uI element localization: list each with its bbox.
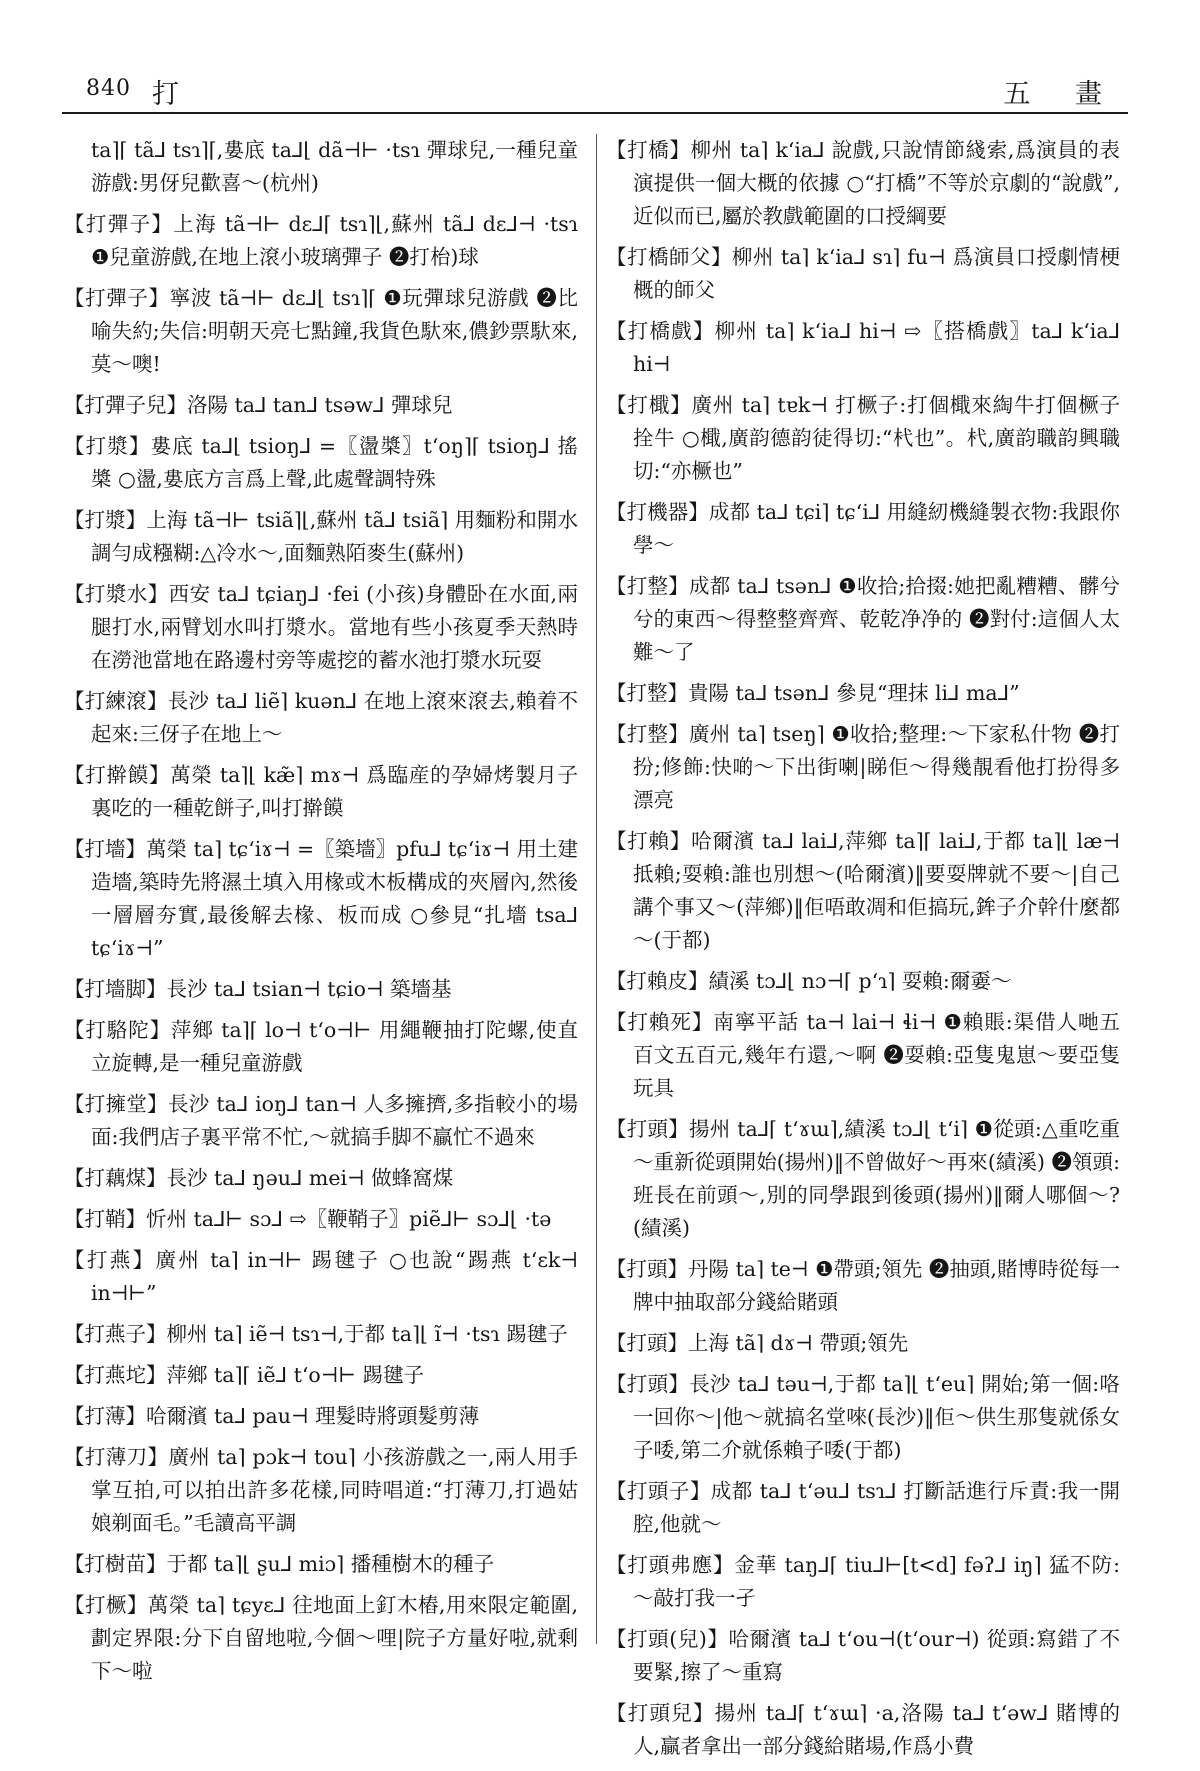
left-column bbox=[64, 134, 578, 1696]
dictionary-entry: 【打橋師父】柳州 ta⌉ k‘ia⅃ sɿ⌉ fu⊣ 爲演員口授劇情梗概的師父 bbox=[606, 245, 1120, 302]
dictionary-entry: 【打頭】上海 tã⌉ dɤ⊣ 帶頭;領先 bbox=[606, 1331, 909, 1355]
dictionary-entry: 【打鞘】忻州 ta⅃⊢ sɔ⅃ ⇨〖鞭鞘子〗piẽ⅃⊢ sɔ⅃⌊ ·tə bbox=[64, 1207, 552, 1231]
dictionary-entry: 【打賴皮】績溪 tɔ⅃⌊ nɔ⊣⌈ p‘ɿ⌉ 耍賴:爾嫑～ bbox=[606, 969, 1012, 993]
column-divider bbox=[596, 134, 597, 1644]
dictionary-entry: 【打墻脚】長沙 ta⅃ tsian⊣ tɕio⊣ 築墻基 bbox=[64, 977, 452, 1001]
dictionary-entry: 【打彈子】寧波 tã⊣⊢ dɛ⅃⌊ tsɿ⌉⌈ ❶玩彈球兒游戲 ❷比喻失約;失信:明朝天亮七點鐘,我貨色馱來,儂鈔票馱來,莫～噢! bbox=[64, 286, 578, 376]
dictionary-entry: 【打頭子】成都 ta⅃ t‘əu⅃ tsɿ⅃ 打斷話進行斥責:我一開腔,他就～ bbox=[606, 1479, 1120, 1536]
section-title: 五 畫 bbox=[1003, 79, 1120, 110]
dictionary-entry: 【打賴】哈爾濱 ta⅃ lai⅃,萍鄉 ta⌉⌈ lai⅃,于都 ta⌉⌊ læ⊣ 抵賴;耍賴:誰也別想～(哈爾濱)‖要耍牌就不要～|自己講个事又～(萍鄉)‖佢唔敢凋和佢搞玩,鉾子介幹什麼都～(于都) bbox=[606, 829, 1120, 952]
dictionary-entry: 【打墻】萬榮 ta⌉ tɕ‘iɤ⊣ =〖築墻〗pfu⅃ tɕ‘iɤ⊣ 用土建造墻,築時先將濕土填入用椽或木板構成的夾層內,然後一層層夯實,最後解去椽、板而成 ○參見“扎墻 tsa⅃ tɕ‘iɤ⊣” bbox=[64, 837, 579, 960]
dictionary-entry: 【打藕煤】長沙 ta⅃ ŋəu⅃ mei⊣ 做蜂窩煤 bbox=[64, 1166, 454, 1190]
dictionary-entry: 【打漿】上海 tã⊣⊢ tsiã⌉⌊,蘇州 tã⅃ tsiã⌉ 用麵粉和開水調勻成糨糊:△冷水～,面麵熟陌麥生(蘇州) bbox=[64, 508, 578, 565]
dictionary-entry: 【打漿】婁底 ta⅃⌊ tsioŋ⅃ =〖盪槳〗t‘oŋ⌉⌈ tsioŋ⅃ 搖槳 ○盪,婁底方言爲上聲,此處聲調特殊 bbox=[64, 434, 578, 491]
dictionary-entry: 【打賴死】南寧平話 ta⊣ lai⊣ ɬi⊣ ❶賴賬:渠借人哋五百文五百元,幾年冇還,～啊 ❷耍賴:亞隻鬼崽～要亞隻玩具 bbox=[606, 1010, 1120, 1100]
right-column bbox=[606, 134, 1120, 1771]
dictionary-entry: 【打擀饃】萬榮 ta⌉⌊ kæ̃⌉ mɤ⊣ 爲臨産的孕婦烤製月子裏吃的一種乾餅子,叫打擀饃 bbox=[64, 763, 578, 820]
dictionary-entry: 【打整】貴陽 ta⅃ tsən⅃ 參見“理抹 li⅃ ma⅃” bbox=[606, 681, 1020, 705]
dictionary-entry: 【打檝】廣州 ta⌉ tɐk⊣ 打橛子:打個檝來綯牛打個橛子拴牛 ○檝,廣韵德韵徒得切:“杙也”。杙,廣韵職韵興職切:“亦橛也” bbox=[606, 393, 1120, 483]
running-headword: 打 bbox=[152, 79, 179, 110]
dictionary-entry: 【打燕】廣州 ta⌉ in⊣⊢ 踢毽子 ○也說“踢燕 t‘ɛk⊣ in⊣⊢” bbox=[64, 1248, 578, 1305]
dictionary-entry: 【打彈子兒】洛陽 ta⅃ tan⅃ tsəw⅃ 彈球兒 bbox=[64, 393, 453, 417]
dictionary-entry: 【打頭弗應】金華 taŋ⅃⌈ tiu⅃⊢[t<d] fəʔ⅃ iŋ⌉ 猛不防:～敲打我一孑 bbox=[606, 1553, 1120, 1610]
dictionary-entry: 【打橋】柳州 ta⌉ k‘ia⅃ 說戲,只說情節綫索,爲演員的表演提供一個大概的依據 ○“打橋”不等於京劇的“說戲”,近似而已,屬於教戲範圍的口授綱要 bbox=[606, 138, 1120, 228]
dictionary-entry: 【打頭】丹陽 ta⌉ te⊣ ❶帶頭;領先 ❷抽頭,賭博時從每一牌中抽取部分錢給賭頭 bbox=[606, 1257, 1120, 1314]
page-header bbox=[62, 70, 1128, 114]
dictionary-entry: 【打橛】萬榮 ta⌉ tɕyɛ⅃ 往地面上釘木樁,用來限定範圍,劃定界限:分下自留地啦,今個～哩|院子方量好啦,就剩下～啦 bbox=[64, 1593, 578, 1683]
dictionary-entry: 【打燕子】柳州 ta⌉ iẽ⊣ tsɿ⊣,于都 ta⌉⌊ ĩ⊣ ·tsɿ 踢毽子 bbox=[64, 1322, 568, 1346]
dictionary-entry: 【打頭】揚州 ta⅃⌈ t‘ɤɯ⌉,績溪 tɔ⅃⌊ t‘i⌉ ❶從頭:△重吃重～重新從頭開始(揚州)‖不曾做好～再來(績溪) ❷領頭:班長在前頭～,別的同學跟到後頭(揚州)‖爾人哪個～?(績溪) bbox=[606, 1117, 1120, 1240]
dictionary-entry: 【打彈子】上海 tã⊣⊢ dɛ⅃⌈ tsɿ⌉⌊,蘇州 tã⅃ dɛ⅃⊣ ·tsɿ ❶兒童游戲,在地上滾小玻璃彈子 ❷打枱)球 bbox=[64, 212, 578, 269]
dictionary-entry: 【打燕坨】萍鄉 ta⌉⌈ iẽ⅃ t‘o⊣⊢ 踢毽子 bbox=[64, 1363, 424, 1387]
dictionary-entry: 【打練滾】長沙 ta⅃ liẽ⌉ kuən⅃ 在地上滾來滾去,賴着不起來:三伢子在地上～ bbox=[64, 689, 578, 746]
dictionary-entry: 【打整】成都 ta⅃ tsən⅃ ❶收拾;拾掇:她把亂糟糟、髒兮兮的東西～得整整齊齊、乾乾净净的 ❷對付:這個人太難～了 bbox=[606, 574, 1120, 664]
dictionary-entry: 【打擁堂】長沙 ta⅃ ioŋ⅃ tan⊣ 人多擁擠,多指較小的場面:我們店子裏平常不忙,～就搞手脚不贏忙不過來 bbox=[64, 1092, 578, 1149]
dictionary-entry: 【打頭(兒)】哈爾濱 ta⅃ t‘ou⊣(t‘our⊣) 從頭:寫錯了不要緊,擦了～重寫 bbox=[606, 1627, 1120, 1684]
dictionary-entry: 【打薄刀】廣州 ta⌉ pɔk⊣ tou⌉ 小孩游戲之一,兩人用手掌互拍,可以拍出許多花樣,同時唱道:“打薄刀,打過姑娘剃面毛。”毛讀高平調 bbox=[64, 1445, 578, 1535]
page-number: 840 bbox=[86, 76, 131, 101]
dictionary-entry: ta⌉⌈ tã⅃ tsɿ⌉⌈,婁底 ta⅃⌊ dã⊣⊢ ·tsɿ 彈球兒,一種兒童游戲:男伢兒歡喜～(杭州) bbox=[91, 138, 578, 195]
dictionary-entry: 【打頭兒】揚州 ta⅃⌈ t‘ɤɯ⌉ ·a,洛陽 ta⅃ t‘əw⅃ 賭博的人,贏者拿出一部分錢給賭場,作爲小費 bbox=[606, 1701, 1120, 1758]
dictionary-entry: 【打頭】長沙 ta⅃ təu⊣,于都 ta⌉⌊ t‘eu⌉ 開始;第一個:咯一回你～|他～就搞名堂唻(長沙)‖佢～供生那隻就係女子唩,第二介就係賴子唩(于都) bbox=[606, 1372, 1120, 1462]
dictionary-entry: 【打漿水】西安 ta⅃ tɕiaŋ⅃ ·fei (小孩)身體卧在水面,兩腿打水,兩臂划水叫打漿水。當地有些小孩夏季天熱時在澇池當地在路邊村旁等處挖的蓄水池打漿水玩耍 bbox=[64, 582, 578, 672]
dictionary-entry: 【打橋戲】柳州 ta⌉ k‘ia⅃ hi⊣ ⇨〖搭橋戲〗ta⅃ k‘ia⅃ hi⊣ bbox=[606, 319, 1120, 376]
dictionary-entry: 【打樹苗】于都 ta⌉⌊ ʂu⅃ miɔ⌉ 播種樹木的種子 bbox=[64, 1552, 495, 1576]
dictionary-entry: 【打機器】成都 ta⅃ tɕi⌉ tɕ‘i⅃ 用縫紉機縫製衣物:我跟你學～ bbox=[606, 500, 1120, 557]
dictionary-entry: 【打駱陀】萍鄉 ta⌉⌈ lo⊣ t‘o⊣⊢ 用繩鞭抽打陀螺,使直立旋轉,是一種兒童游戲 bbox=[64, 1018, 578, 1075]
dictionary-entry: 【打整】廣州 ta⌉ tseŋ⌉ ❶收拾;整理:～下家私什物 ❷打扮;修飾:快啲～下出街喇|睇佢～得幾靚看他打扮得多漂亮 bbox=[606, 722, 1120, 812]
dictionary-entry: 【打薄】哈爾濱 ta⅃ pau⊣ 理髮時將頭髮剪薄 bbox=[64, 1404, 480, 1428]
